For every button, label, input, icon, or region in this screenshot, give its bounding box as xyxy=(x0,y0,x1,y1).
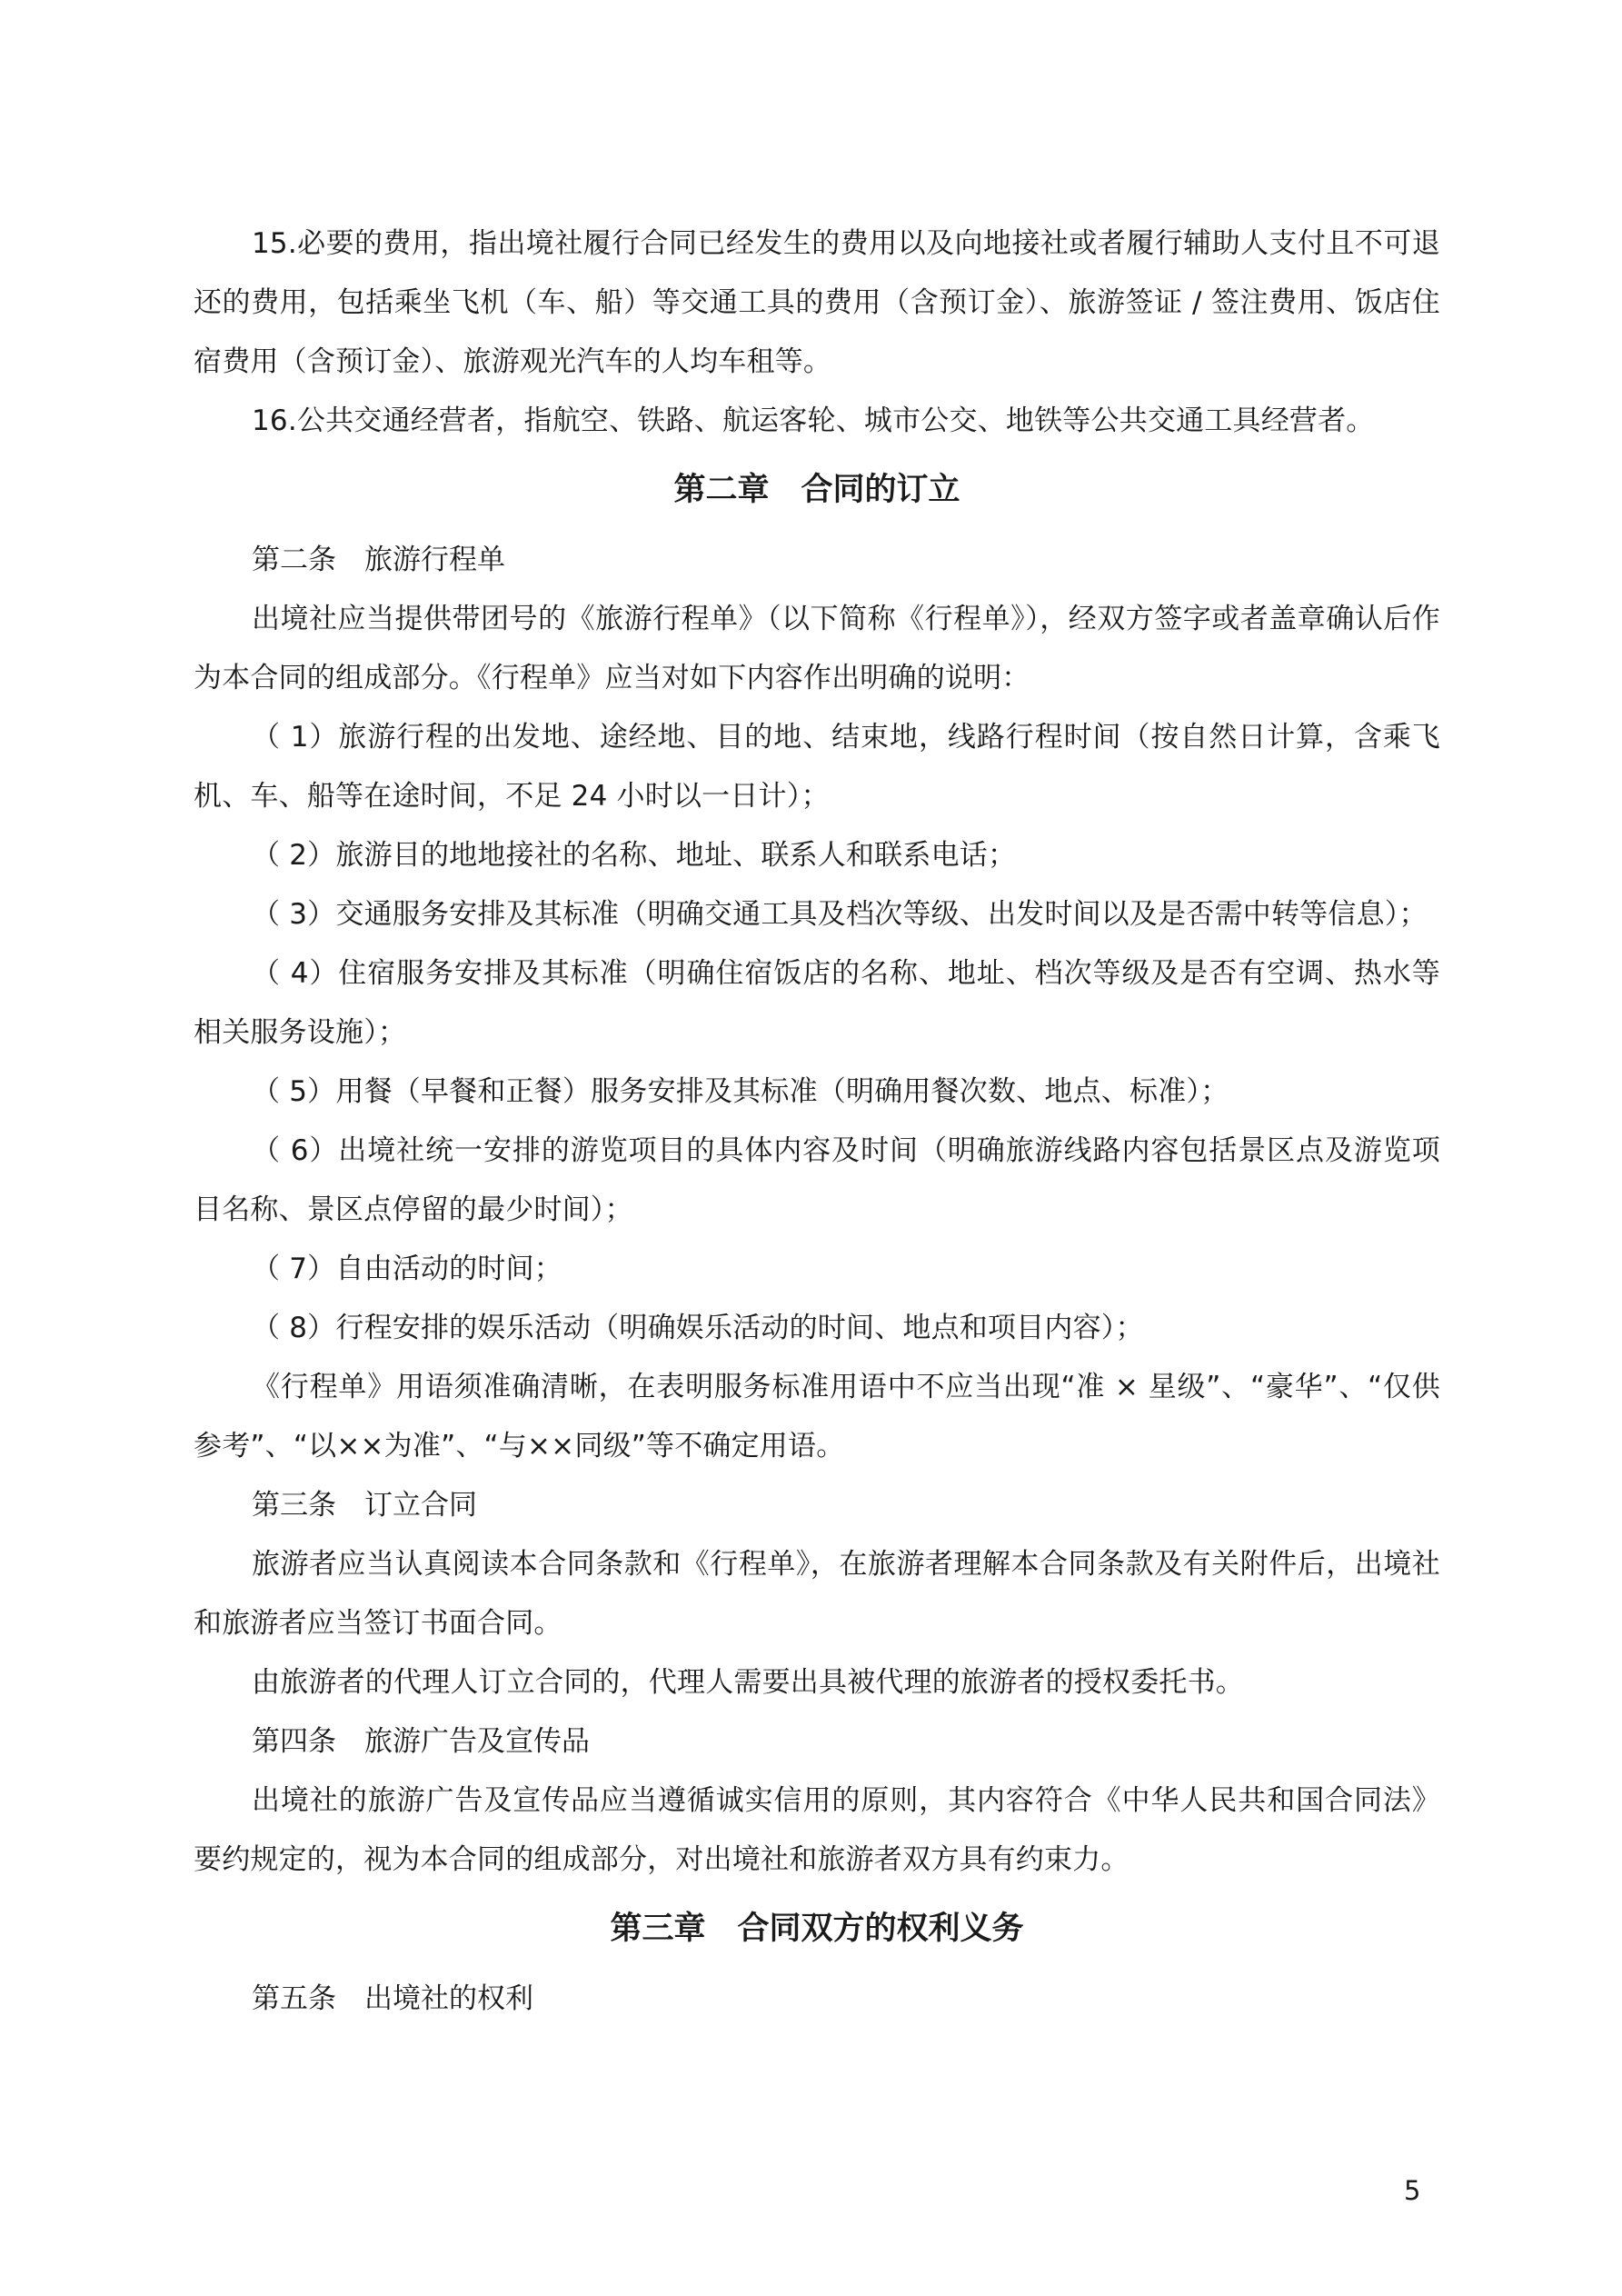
article-5-title: 第五条 出境社的权利 xyxy=(252,1982,533,2015)
article-2-title: 第二条 旅游行程单 xyxy=(252,544,505,576)
article-2-item-4: （ 4）住宿服务安排及其标准（明确住宿饭店的名称、地址、档次等级及是否有空调、热水等相关服务设施）； xyxy=(194,957,1440,1049)
article-2-note: 《行程单》用语须准确清晰，在表明服务标准用语中不应当出现“准 × 星级”、“豪华”、“仅供参考”、“以××为准”、“与××同级”等不确定用语。 xyxy=(194,1371,1440,1462)
page-number: 5 xyxy=(1404,2175,1421,2206)
article-2-intro: 出境社应当提供带团号的《旅游行程单》（以下简称《行程单》），经双方签字或者盖章确认后作为本合同的组成部分。《行程单》应当对如下内容作出明确的说明： xyxy=(194,603,1440,694)
article-3-paragraph-2: 由旅游者的代理人订立合同的，代理人需要出具被代理的旅游者的授权委托书。 xyxy=(252,1666,1244,1699)
definition-15: 15.必要的费用，指出境社履行合同已经发生的费用以及向地接社或者履行辅助人支付且不可退还的费用，包括乘坐飞机（车、船）等交通工具的费用（含预订金）、旅游签证 / 签注费用、饭店住宿费用（含预订金）、旅游观光汽车的人均车租等。 xyxy=(194,227,1440,378)
page-body xyxy=(194,215,1440,2029)
article-2-item-5: （ 5）用餐（早餐和正餐）服务安排及其标准（明确用餐次数、地点、标准）； xyxy=(252,1075,1229,1108)
article-3-title: 第三条 订立合同 xyxy=(252,1489,477,1522)
article-2-item-3: （ 3）交通服务安排及其标准（明确交通工具及档次等级、出发时间以及是否需中转等信息）； xyxy=(252,898,1428,931)
chapter-2-title: 第二章 合同的订立 xyxy=(673,472,960,508)
article-2-item-6: （ 6）出境社统一安排的游览项目的具体内容及时间（明确旅游线路内容包括景区点及游览项目名称、景区点停留的最少时间）； xyxy=(194,1134,1440,1226)
article-2-item-2: （ 2）旅游目的地地接社的名称、地址、联系人和联系电话； xyxy=(252,839,1017,872)
article-3-paragraph-1: 旅游者应当认真阅读本合同条款和《行程单》，在旅游者理解本合同条款及有关附件后，出境社和旅游者应当签订书面合同。 xyxy=(194,1548,1440,1640)
article-2-item-8: （ 8）行程安排的娱乐活动（明确娱乐活动的时间、地点和项目内容）； xyxy=(252,1312,1144,1344)
article-4-paragraph-1: 出境社的旅游广告及宣传品应当遵循诚实信用的原则，其内容符合《中华人民共和国合同法》要约规定的，视为本合同的组成部分，对出境社和旅游者双方具有约束力。 xyxy=(194,1784,1440,1876)
article-4-title: 第四条 旅游广告及宣传品 xyxy=(252,1725,590,1758)
definition-16: 16.公共交通经营者，指航空、铁路、航运客轮、城市公交、地铁等公共交通工具经营者。 xyxy=(252,404,1375,437)
article-2-item-7: （ 7）自由活动的时间； xyxy=(252,1253,562,1285)
article-2-item-1: （ 1）旅游行程的出发地、途经地、目的地、结束地，线路行程时间（按自然日计算，含乘飞机、车、船等在途时间，不足 24 小时以一日计）； xyxy=(194,721,1440,813)
chapter-3-title: 第三章 合同双方的权利义务 xyxy=(610,1911,1024,1947)
